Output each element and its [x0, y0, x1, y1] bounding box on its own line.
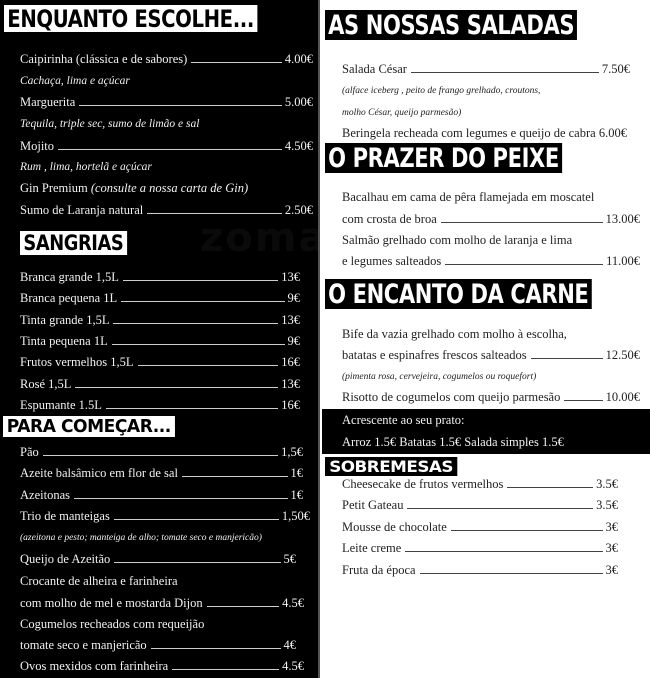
menu-item: batatas e espinafres frescos salteados 12.50€ [342, 348, 640, 362]
section-title-peixe: O PRAZER DO PEIXE [325, 143, 562, 173]
menu-item: Mojito 4.50€ [20, 139, 313, 153]
menu-item: Pão 1,5€ [20, 445, 303, 459]
menu-item: Cheesecake de frutos vermelhos 3.5€ [342, 477, 618, 491]
item-note: molho César, queijo parmesão) [342, 108, 462, 118]
item-note: Tequila, triple sec, sumo de limão e sal [20, 118, 200, 130]
menu-item: Mousse de chocolate 3€ [342, 520, 618, 534]
section-title-saladas: AS NOSSAS SALADAS [325, 10, 577, 40]
menu-item: Beringela recheada com legumes e queijo de cabra 6.00€ [342, 126, 627, 140]
menu-item: Salada César 7.50€ [342, 62, 630, 76]
menu-item: e legumes salteados 11.00€ [342, 254, 640, 268]
menu-item: Tinta grande 1,5L 13€ [20, 313, 300, 327]
menu-item: Fruta da época 3€ [342, 563, 618, 577]
item-note: Cachaça, lima e açúcar [20, 75, 130, 87]
extras-line: Arroz 1.5€ Batatas 1.5€ Salada simples 1.5€ [342, 435, 564, 449]
menu-item: Sumo de Laranja natural 2.50€ [20, 203, 313, 217]
menu-item: Risotto de cogumelos com queijo parmesão 10.00€ [342, 390, 640, 404]
add-to-plate-box [322, 409, 650, 454]
item-note: (alface iceberg , peito de frango grelhado, croutons, [342, 86, 541, 96]
menu-item: com molho de mel e mostarda Dijon 4.5€ [20, 596, 304, 610]
menu-item: Marguerita 5.00€ [20, 95, 313, 109]
section-title-comecar: PARA COMEÇAR... [3, 416, 175, 437]
menu-item: com crosta de broa 13.00€ [342, 212, 640, 226]
item-note: Rum , lima, hortelã e açúcar [20, 161, 152, 173]
section-title-sangrias: SANGRIAS [20, 231, 127, 255]
menu-item: Leite creme 3€ [342, 541, 618, 555]
menu-item: Tinta pequena 1L 9€ [20, 334, 300, 348]
item-note: (azeitona e pesto; manteiga de alho; tomate seco e manjericão) [20, 533, 262, 543]
menu-item: Crocante de alheira e farinheira [20, 574, 178, 588]
item-note: (pimenta rosa, cervejeira, cogumelos ou roquefort) [342, 372, 537, 382]
menu-item: Caipirinha (clássica e de sabores) 4.00€ [20, 52, 313, 66]
extras-title: Acrescente ao seu prato: [342, 413, 465, 427]
left-menu-panel [0, 0, 318, 678]
menu-item: Azeitonas 1€ [20, 488, 303, 502]
menu-item: Ovos mexidos com farinheira 4.5€ [20, 659, 304, 673]
section-title-enquanto: ENQUANTO ESCOLHE... [4, 5, 257, 32]
menu-item: tomate seco e manjericão 4€ [20, 638, 296, 652]
right-menu-panel [318, 0, 650, 678]
section-title-sobremesas: SOBREMESAS [325, 457, 457, 476]
section-title-carne: O ENCANTO DA CARNE [325, 279, 592, 309]
menu-item: Bife da vazia grelhado com molho à escolha, [342, 327, 567, 341]
menu-item: Cogumelos recheados com requeijão [20, 617, 205, 631]
menu-item: Trio de manteigas 1,50€ [20, 509, 310, 523]
menu-item: Queijo de Azeitão 5€ [20, 552, 296, 566]
menu-item: Branca pequena 1L 9€ [20, 291, 300, 305]
menu-item: Espumante 1.5L 16€ [20, 398, 300, 412]
menu-item: Rosé 1,5L 13€ [20, 377, 300, 391]
menu-item: Petit Gateau 3.5€ [342, 498, 618, 512]
menu-item: Bacalhau em cama de pêra flamejada em moscatel [342, 190, 595, 204]
menu-item: Branca grande 1,5L 13€ [20, 270, 300, 284]
menu-item: Salmão grelhado com molho de laranja e lima [342, 233, 573, 247]
menu-item: Gin Premium (consulte a nossa carta de Gin) [20, 181, 249, 195]
menu-item: Frutos vermelhos 1,5L 16€ [20, 355, 300, 369]
menu-item: Azeite balsâmico em flor de sal 1€ [20, 466, 303, 480]
